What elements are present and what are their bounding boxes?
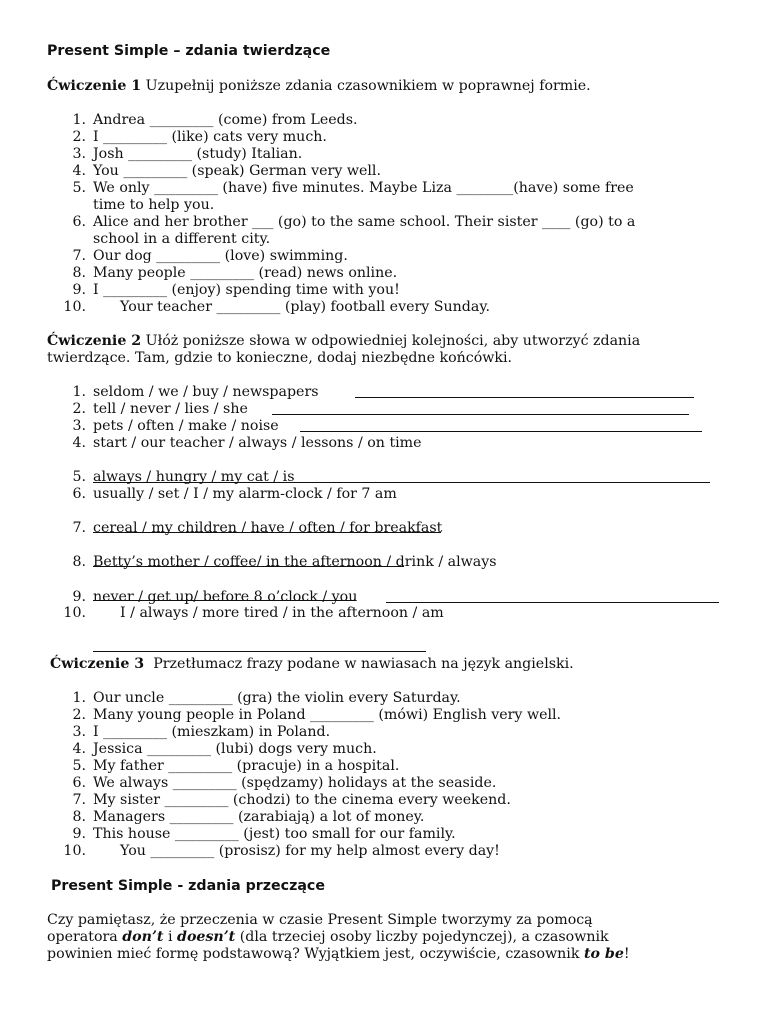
- negative-paragraph-line1: Czy pamiętasz, że przeczenia w czasie Present Simple tworzymy za pomocą: [47, 912, 593, 928]
- ex1-item-3-number: 3.: [72, 146, 86, 162]
- ex2-item-6-number: 6.: [72, 486, 86, 502]
- ex2-item-1-text: seldom / we / buy / newspapers: [93, 384, 319, 400]
- ex2-item-10-text: I / always / more tired / in the afternoon / am: [93, 605, 444, 621]
- ex2-item-4-text: start / our teacher / always / lessons / on time: [93, 435, 422, 451]
- ex2-item-4-number: 4.: [72, 435, 86, 451]
- ex1-item-4-number: 4.: [72, 163, 86, 179]
- ex2-item-3-text: pets / often / make / noise: [93, 418, 279, 434]
- ex2-item-7-text: cereal / my children / have / often / for breakfast: [93, 520, 443, 536]
- ex2-item-3-number: 3.: [72, 418, 86, 434]
- text-run: i: [163, 929, 178, 945]
- ex3-item-2-number: 2.: [72, 707, 86, 723]
- ex2-item-8-number: 8.: [72, 554, 86, 570]
- ex2-item-8-text: Betty’s mother / coffee/ in the afternoon / drink / always: [93, 554, 497, 570]
- ex2-answer-line-2[interactable]: [272, 414, 689, 415]
- ex2-item-10-number: 10.: [63, 605, 86, 621]
- ex1-instruction: Uzupełnij poniższe zdania czasownikiem w poprawnej formie.: [141, 78, 591, 94]
- keyword-doesnt: doesn’t: [177, 929, 236, 945]
- ex3-item-7-text: My sister _________ (chodzi) to the cinema every weekend.: [93, 792, 511, 808]
- ex2-item-7-number: 7.: [72, 520, 86, 536]
- ex1-label: Ćwiczenie 1: [47, 78, 142, 94]
- negative-paragraph-line3: [47, 946, 630, 963]
- ex3-instruction: Przetłumacz frazy podane w nawiasach na język angielski.: [144, 656, 574, 672]
- ex2-item-2-text: tell / never / lies / she: [93, 401, 248, 417]
- ex1-item-5-text: We only _________ (have) five minutes. Maybe Liza ________(have) some free: [93, 180, 634, 196]
- ex2-header: [47, 333, 640, 350]
- ex2-instruction-line1: Ułóż poniższe słowa w odpowiedniej kolejności, aby utworzyć zdania: [141, 333, 641, 349]
- ex3-item-8-number: 8.: [72, 809, 86, 825]
- text-run: !: [623, 946, 630, 962]
- ex2-answer-line-5[interactable]: [322, 482, 710, 483]
- ex3-item-9-text: This house _________ (jest) too small for our family.: [93, 826, 456, 842]
- ex2-item-9-number: 9.: [72, 589, 86, 605]
- ex1-item-4-text: You _________ (speak) German very well.: [93, 163, 381, 179]
- ex2-item-9-text: never / get up/ before 8 o’clock / you: [93, 589, 358, 605]
- ex2-item-5-number: 5.: [72, 469, 86, 485]
- ex3-item-8-text: Managers _________ (zarabiają) a lot of money.: [93, 809, 425, 825]
- keyword-to-be: to be: [583, 946, 624, 962]
- ex3-item-4-text: Jessica _________ (lubi) dogs very much.: [93, 741, 377, 757]
- ex3-item-7-number: 7.: [72, 792, 86, 808]
- ex2-instruction-line2: twierdzące. Tam, gdzie to konieczne, dodaj niezbędne końcówki.: [47, 350, 513, 366]
- ex3-item-6-number: 6.: [72, 775, 86, 791]
- page-title: Present Simple – zdania twierdzące: [47, 43, 331, 59]
- ex3-item-5-number: 5.: [72, 758, 86, 774]
- ex3-header: [50, 656, 574, 673]
- ex1-item-8-text: school in a different city.: [93, 231, 271, 247]
- ex1-item-11-number: 9.: [72, 282, 86, 298]
- ex2-item-5-text: always / hungry / my cat / is: [93, 469, 295, 485]
- ex3-item-1-text: Our uncle _________ (gra) the violin every Saturday.: [93, 690, 461, 706]
- ex1-item-11-text: I _________ (enjoy) spending time with you!: [93, 282, 400, 298]
- ex3-item-1-number: 1.: [72, 690, 86, 706]
- ex3-item-10-number: 10.: [63, 843, 86, 859]
- ex1-item-9-text: Our dog _________ (love) swimming.: [93, 248, 348, 264]
- ex2-answer-line-9[interactable]: [386, 602, 719, 603]
- ex1-item-7-text: Alice and her brother ___ (go) to the same school. Their sister ____ (go) to a: [93, 214, 636, 230]
- ex3-item-4-number: 4.: [72, 741, 86, 757]
- ex2-answer-line-1[interactable]: [355, 397, 694, 398]
- ex2-answer-line-10[interactable]: [93, 651, 426, 652]
- ex1-header: [47, 78, 591, 95]
- ex1-item-5-number: 5.: [72, 180, 86, 196]
- ex1-item-3-text: Josh _________ (study) Italian.: [93, 146, 303, 162]
- ex3-item-3-number: 3.: [72, 724, 86, 740]
- ex1-item-10-number: 8.: [72, 265, 86, 281]
- ex1-item-2-number: 2.: [72, 129, 86, 145]
- ex1-item-1-text: Andrea _________ (come) from Leeds.: [93, 112, 358, 128]
- keyword-dont: don’t: [122, 929, 164, 945]
- ex1-item-6-text: time to help you.: [93, 197, 215, 213]
- ex1-item-7-number: 6.: [72, 214, 86, 230]
- negative-paragraph-line2: [47, 929, 609, 946]
- ex1-item-10-text: Many people _________ (read) news online.: [93, 265, 398, 281]
- ex3-item-2-text: Many young people in Poland _________ (mówi) English very well.: [93, 707, 562, 723]
- text-run: (dla trzeciej osoby liczby pojedynczej), a czasownik: [235, 929, 609, 945]
- ex3-item-3-text: I _________ (mieszkam) in Poland.: [93, 724, 331, 740]
- ex3-item-9-number: 9.: [72, 826, 86, 842]
- text-run: powinien mieć formę podstawową? Wyjątkiem jest, oczywiście, czasownik: [47, 946, 584, 962]
- ex3-item-5-text: My father _________ (pracuje) in a hospital.: [93, 758, 400, 774]
- ex2-item-2-number: 2.: [72, 401, 86, 417]
- ex3-label: Ćwiczenie 3: [50, 656, 145, 672]
- ex2-answer-line-3[interactable]: [300, 431, 702, 432]
- ex1-item-12-text: Your teacher _________ (play) football every Sunday.: [93, 299, 490, 315]
- ex2-label: Ćwiczenie 2: [47, 333, 142, 349]
- ex1-item-9-number: 7.: [72, 248, 86, 264]
- ex1-item-12-number: 10.: [63, 299, 86, 315]
- ex3-item-6-text: We always _________ (spędzamy) holidays at the seaside.: [93, 775, 497, 791]
- ex1-item-2-text: I _________ (like) cats very much.: [93, 129, 327, 145]
- ex1-item-1-number: 1.: [72, 112, 86, 128]
- text-run: operatora: [47, 929, 123, 945]
- ex2-item-6-text: usually / set / I / my alarm-clock / for 7 am: [93, 486, 397, 502]
- ex2-item-1-number: 1.: [72, 384, 86, 400]
- ex3-item-10-text: You _________ (prosisz) for my help almost every day!: [93, 843, 500, 859]
- negative-section-title: Present Simple - zdania przeczące: [51, 878, 325, 894]
